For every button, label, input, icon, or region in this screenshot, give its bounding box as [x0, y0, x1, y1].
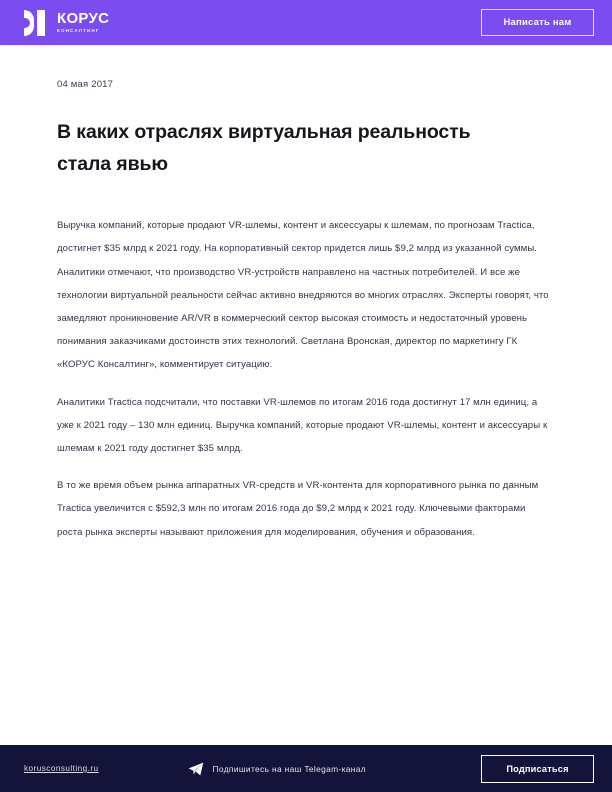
footer-telegram-cta[interactable] [99, 762, 481, 776]
brand-subtitle: КОНСАЛТИНГ [57, 27, 100, 33]
brand-name: КОРУС [57, 10, 110, 28]
article-content [0, 45, 612, 745]
article-paragraph: Аналитики Tractica подсчитали, что поставки VR-шлемов по итогам 2016 года достигнут 17 млн единиц, а уже к 2021 году – 130 млн единиц. Выручка компаний, которые продают VR-шлемы, контент и аксессуары к шлемам к 2021 году достигнет $35 млрд. [57, 396, 548, 454]
brand-wordmark [57, 11, 109, 33]
article-paragraph: Выручка компаний, которые продают VR-шлемы, контент и аксессуары к шлемам, по прогнозам Tractica, достигнет $35 млрд к 2021 году. На корпоративный сектор придется лишь $9,2 млрд из указанной суммы. Аналитики отмечают, что производство VR-устройств направлено на частных потребителей. И все же технологии виртуальной реальности сейчас активно внедряются во многих отраслях. Эксперты говорят, что замедляют проникновение AR/VR в коммерческий сектор высокая стоимость и недостаточный уровень понимания заказчиками достоинств этих технологий. Светлана Вронская, директор по маркетингу ГК «КОРУС Консалтинг», комментирует ситуацию. [57, 220, 549, 371]
footer-site-url[interactable]: korusconsulting.ru [24, 764, 99, 773]
telegram-paper-plane-icon [188, 762, 204, 776]
contact-us-button[interactable]: Написать нам [481, 9, 594, 36]
page-title: В каких отраслях виртуальная реальность стала явью [57, 121, 471, 175]
brand-logo[interactable] [24, 10, 109, 36]
subscribe-button[interactable]: Подписаться [481, 755, 594, 783]
site-footer [0, 745, 612, 792]
footer-cta-text: Подпишитесь на наш Telegam-канал [212, 763, 367, 774]
article-date: 04 мая 2017 [57, 79, 114, 90]
site-header [0, 0, 612, 45]
korus-logo-icon [24, 10, 50, 36]
article-paragraph: В то же время объем рынка аппаратных VR-средств и VR-контента для корпоративного рынка по данным Tractica увеличится с $592,3 млн по итогам 2016 года до $9,2 млрд к 2021 году. Ключевыми факторами роста рынка эксперты называют приложения для моделирования, обучения и образования. [57, 480, 539, 538]
